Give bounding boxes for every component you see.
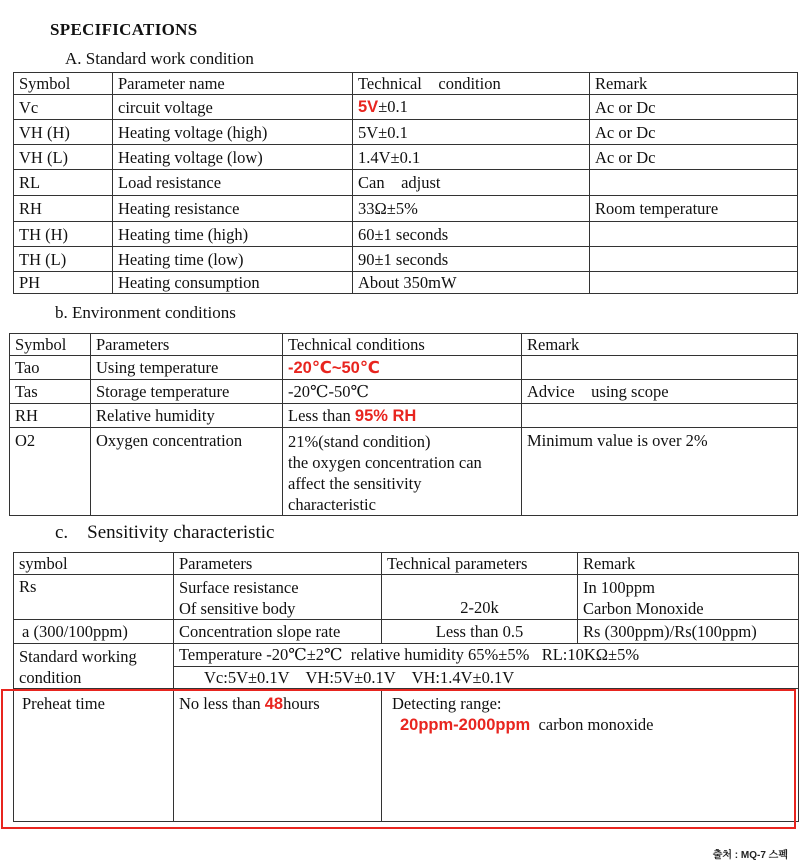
label-line: condition xyxy=(19,668,82,687)
condition-cell: 1.4V±0.1 xyxy=(353,145,590,170)
page-title: SPECIFICATIONS xyxy=(50,20,198,39)
header-parameter-name: Parameter name xyxy=(113,73,353,95)
header-symbol: symbol xyxy=(14,553,174,575)
symbol-cell: O2 xyxy=(10,428,91,516)
condition-cell: -20℃-50℃ xyxy=(283,380,522,404)
detecting-range-label: Detecting range: xyxy=(392,694,502,713)
header-parameters: Parameters xyxy=(174,553,382,575)
param-cell: Using temperature xyxy=(91,356,283,380)
remark-cell xyxy=(590,170,798,196)
section-c-heading: c. Sensitivity characteristic xyxy=(55,522,275,543)
header-technical-condition: Technical condition xyxy=(353,73,590,95)
remark-cell xyxy=(578,575,799,620)
highlight-box xyxy=(1,689,796,829)
condition-cell: Can adjust xyxy=(353,170,590,196)
condition-text: ±0.1 xyxy=(378,97,408,116)
remark-cell: Ac or Dc xyxy=(590,145,798,170)
condition-cell xyxy=(283,428,522,516)
param-cell: Concentration slope rate xyxy=(174,620,382,644)
remark-cell: Minimum value is over 2% xyxy=(522,428,798,516)
condition-cell: 60±1 seconds xyxy=(353,222,590,247)
param-cell: Heating consumption xyxy=(113,272,353,294)
param-cell xyxy=(174,575,382,620)
value-cell: Less than 0.5 xyxy=(382,620,578,644)
header-technical-parameters: Technical parameters xyxy=(382,553,578,575)
label-line: Standard working xyxy=(19,647,137,666)
table-row xyxy=(14,272,798,294)
param-line: Surface resistance xyxy=(179,578,299,597)
table-row xyxy=(14,247,798,272)
standard-condition-line-2: Vc:5V±0.1V VH:5V±0.1V VH:1.4V±0.1V xyxy=(174,666,799,689)
symbol-cell: a (300/100ppm) xyxy=(14,620,174,644)
remark-cell xyxy=(590,272,798,294)
condition-line: 21%(stand condition) xyxy=(288,432,431,451)
detecting-range-suffix: carbon monoxide xyxy=(530,715,654,734)
remark-cell: Room temperature xyxy=(590,196,798,222)
symbol-cell: VH (H) xyxy=(14,120,113,145)
table-header-row xyxy=(14,553,799,575)
remark-cell xyxy=(590,222,798,247)
highlight-value: -20℃~50℃ xyxy=(288,358,380,377)
condition-line: the oxygen concentration can xyxy=(288,453,482,472)
source-caption: 출처 : MQ-7 스펙 xyxy=(712,850,788,861)
remark-line: Carbon Monoxide xyxy=(583,599,704,618)
remark-line: In 100ppm xyxy=(583,578,655,597)
detecting-range-highlight: 20ppm-2000ppm xyxy=(400,716,531,734)
symbol-cell: Tas xyxy=(10,380,91,404)
header-remark: Remark xyxy=(522,334,798,356)
table-row xyxy=(14,120,798,145)
header-parameters: Parameters xyxy=(91,334,283,356)
remark-cell: Advice using scope xyxy=(522,380,798,404)
symbol-cell: TH (L) xyxy=(14,247,113,272)
preheat-hours: 48 xyxy=(264,695,284,713)
remark-cell xyxy=(522,356,798,380)
symbol-cell: VH (L) xyxy=(14,145,113,170)
highlight-value: 95% RH xyxy=(354,406,417,425)
standard-working-label xyxy=(14,644,174,689)
condition-cell xyxy=(353,95,590,120)
param-cell: Heating resistance xyxy=(113,196,353,222)
symbol-cell: PH xyxy=(14,272,113,294)
condition-cell: About 350mW xyxy=(353,272,590,294)
symbol-cell: RL xyxy=(14,170,113,196)
remark-cell xyxy=(522,404,798,428)
standard-work-condition-table xyxy=(13,72,798,294)
table-row xyxy=(14,620,799,644)
param-cell: Heating time (low) xyxy=(113,247,353,272)
param-cell: Storage temperature xyxy=(91,380,283,404)
param-cell: Heating time (high) xyxy=(113,222,353,247)
table-header-row xyxy=(10,334,798,356)
symbol-cell: Rs xyxy=(14,575,174,620)
table-row xyxy=(14,145,798,170)
highlight-value: 5V xyxy=(358,98,379,116)
remark-cell: Rs (300ppm)/Rs(100ppm) xyxy=(578,620,799,644)
param-line: Of sensitive body xyxy=(179,599,296,618)
header-symbol: Symbol xyxy=(14,73,113,95)
header-remark: Remark xyxy=(590,73,798,95)
table-row xyxy=(14,222,798,247)
remark-cell: Ac or Dc xyxy=(590,120,798,145)
preheat-label: Preheat time xyxy=(14,689,174,822)
symbol-cell: Vc xyxy=(14,95,113,120)
header-remark: Remark xyxy=(578,553,799,575)
table-row xyxy=(14,170,798,196)
condition-cell xyxy=(283,356,522,380)
header-symbol: Symbol xyxy=(10,334,91,356)
table-row xyxy=(10,428,798,516)
table-row xyxy=(10,404,798,428)
remark-cell xyxy=(590,247,798,272)
value-cell: 2-20k xyxy=(382,575,578,620)
table-row xyxy=(10,356,798,380)
preheat-prefix: No less than xyxy=(179,694,265,713)
section-b-heading: b. Environment conditions xyxy=(55,303,236,322)
param-cell: Relative humidity xyxy=(91,404,283,428)
condition-line: characteristic xyxy=(288,495,376,514)
condition-cell: 33Ω±5% xyxy=(353,196,590,222)
table-row xyxy=(14,95,798,120)
param-cell: Load resistance xyxy=(113,170,353,196)
symbol-cell: Tao xyxy=(10,356,91,380)
condition-line: affect the sensitivity xyxy=(288,474,422,493)
condition-cell xyxy=(283,404,522,428)
remark-cell: Ac or Dc xyxy=(590,95,798,120)
symbol-cell: TH (H) xyxy=(14,222,113,247)
table-row xyxy=(14,575,799,620)
condition-text: Less than xyxy=(288,405,355,425)
standard-condition-line-1: Temperature -20℃±2℃ relative humidity 65%±5% RL:10KΩ±5% xyxy=(174,644,799,667)
preheat-suffix: hours xyxy=(283,694,320,713)
section-a-heading: A. Standard work condition xyxy=(65,49,254,68)
param-cell: Heating voltage (high) xyxy=(113,120,353,145)
symbol-cell: RH xyxy=(10,404,91,428)
param-cell: circuit voltage xyxy=(113,95,353,120)
condition-cell: 90±1 seconds xyxy=(353,247,590,272)
environment-conditions-table xyxy=(9,333,798,516)
symbol-cell: RH xyxy=(14,196,113,222)
table-row xyxy=(14,196,798,222)
table-row xyxy=(10,380,798,404)
header-technical-conditions: Technical conditions xyxy=(283,334,522,356)
table-row xyxy=(14,644,799,667)
table-header-row xyxy=(14,73,798,95)
param-cell: Oxygen concentration xyxy=(91,428,283,516)
param-cell: Heating voltage (low) xyxy=(113,145,353,170)
condition-cell: 5V±0.1 xyxy=(353,120,590,145)
